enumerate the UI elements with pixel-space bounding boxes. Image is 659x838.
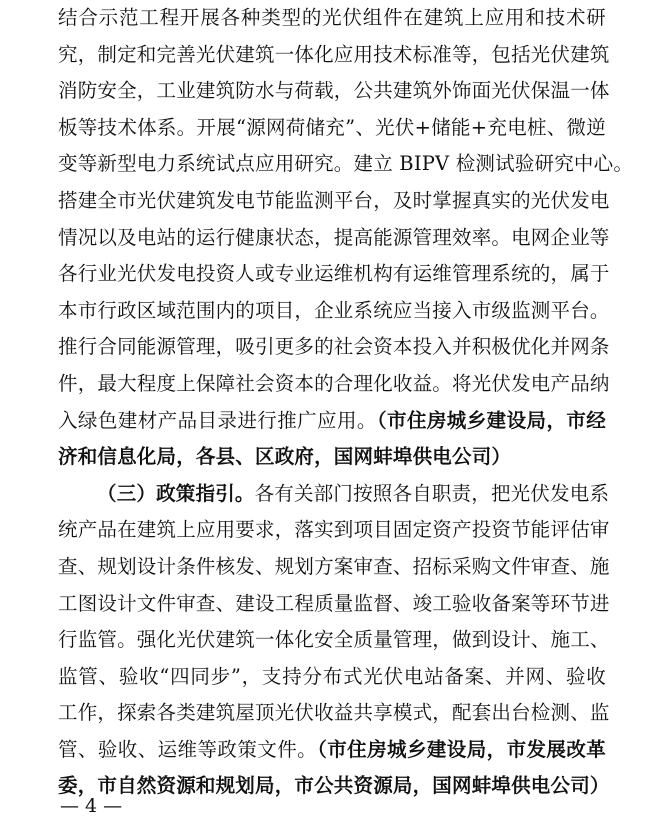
text-span: 入绿色建材产品目录进行推广应用。 <box>58 408 377 432</box>
text-line: 究，制定和完善光伏建筑一体化应用技术标准等，包括光伏建筑 <box>58 42 610 66</box>
text-line: 监管、验收“四同步”，支持分布式光伏电站备案、并网、验收 <box>58 664 606 688</box>
text-line: 推行合同能源管理，吸引更多的社会资本投入并积极优化并网条 <box>58 335 610 359</box>
responsible-departments-line: 济和信息化局，各县、区政府，国网蚌埠供电公司） <box>58 445 512 469</box>
text-line: 搭建全市光伏建筑发电节能监测平台，及时掌握真实的光伏发电 <box>58 188 610 212</box>
text-line: 工图设计文件审查、建设工程质量监督、竣工验收备案等环节进 <box>58 591 610 615</box>
responsible-departments-line: 委，市自然资源和规划局，市公共资源局，国网蚌埠供电公司） <box>58 774 610 798</box>
text-line: 各行业光伏发电投资人或专业运维机构有运维管理系统的，属于 <box>58 262 610 286</box>
text-line: 行监管。强化光伏建筑一体化安全质量管理，做到设计、施工、 <box>58 628 610 652</box>
responsible-departments: （市住房城乡建设局，市经 <box>376 408 606 432</box>
document-page <box>58 0 634 805</box>
text-line-mixed <box>58 403 606 440</box>
responsible-departments: （市住房城乡建设局，市发展改革 <box>317 737 606 761</box>
text-line: 查、规划设计条件核发、规划方案审查、招标采购文件审查、施 <box>58 554 610 578</box>
text-line: 件，最大程度上保障社会资本的合理化收益。将光伏发电产品纳 <box>58 371 610 395</box>
page-number: — 4 — <box>60 795 123 817</box>
text-line: 板等技术体系。开展“源网荷储充”、光伏+储能+充电桩、微逆 <box>58 115 606 139</box>
text-line: 统产品在建筑上应用要求，落实到项目固定资产投资节能评估审 <box>58 518 610 542</box>
text-line-mixed <box>58 732 606 769</box>
text-line: 消防安全，工业建筑防水与荷载，公共建筑外饰面光伏保温一体 <box>58 79 610 103</box>
section-heading: （三）政策指引。 <box>97 481 255 505</box>
text-line: 结合示范工程开展各种类型的光伏组件在建筑上应用和技术研 <box>58 6 606 29</box>
text-span: 管、验收、运维等政策文件。 <box>58 737 318 761</box>
text-span: 各有关部门按照各自职责，把光伏发电系 <box>254 481 610 505</box>
text-line: 工作，探索各类建筑屋顶光伏收益共享模式，配套出台检测、监 <box>58 701 610 725</box>
section-heading-line <box>58 476 610 513</box>
text-line: 情况以及电站的运行健康状态，提高能源管理效率。电网企业等 <box>58 225 610 249</box>
text-line: 本市行政区域范围内的项目，企业系统应当接入市级监测平台。 <box>58 298 610 322</box>
text-line: 变等新型电力系统试点应用研究。建立 BIPV 检测试验研究中心。 <box>58 152 634 176</box>
